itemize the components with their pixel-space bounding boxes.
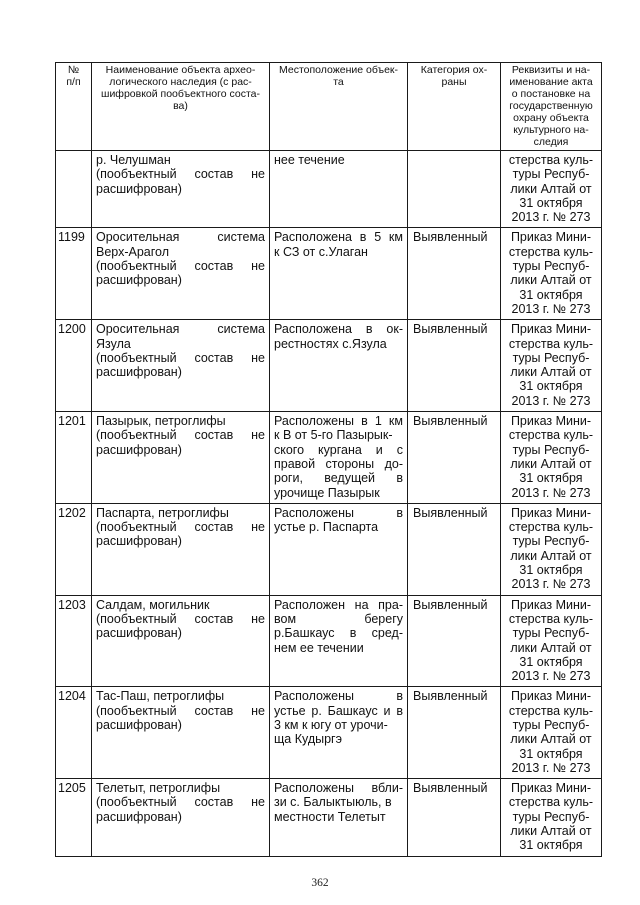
- cell-line: Оросительная система: [96, 322, 265, 337]
- cell-line: (пообъектный состав не: [96, 167, 265, 182]
- cell-line: зи с. Балыктыюль, в: [274, 795, 392, 810]
- cell-line: 31 октября: [519, 654, 583, 669]
- object-name: [92, 687, 270, 779]
- cell-line: Язула: [96, 336, 131, 351]
- cell-line: лики Алтай от: [510, 824, 592, 839]
- header-location: [270, 63, 408, 151]
- table-row: [56, 151, 602, 228]
- header-line: именование акта: [509, 76, 593, 88]
- object-name: [92, 228, 270, 320]
- cell-line: ского кургана и с: [274, 442, 403, 457]
- object-location: [270, 687, 408, 779]
- row-number: 1202: [56, 503, 92, 595]
- object-name: [92, 779, 270, 856]
- table-body: [56, 151, 602, 857]
- cell-line: 31 октября: [519, 287, 583, 302]
- cell-line: стерства куль-: [508, 520, 594, 535]
- cell-line: туры Респуб-: [512, 717, 590, 732]
- object-location: [270, 320, 408, 412]
- table-row: [56, 595, 602, 687]
- table-header-row: [56, 63, 602, 151]
- cell-line: 31 октября: [519, 838, 583, 853]
- header-line: шифровкой пообъектного соста-: [101, 88, 260, 100]
- cell-line: Расположена в 5 км: [274, 230, 403, 245]
- cell-line: (пообъектный состав не: [96, 795, 265, 810]
- cell-line: Пазырык, петроглифы: [96, 414, 226, 429]
- protection-category: Выявленный: [408, 228, 501, 320]
- cell-line: расшифрован): [96, 809, 182, 824]
- cell-line: 2013 г. № 273: [511, 577, 591, 592]
- object-name: [92, 595, 270, 687]
- cell-line: (пообъектный состав не: [96, 259, 265, 274]
- object-name: [92, 320, 270, 412]
- cell-line: расшифрован): [96, 273, 182, 288]
- act-requisites: [501, 412, 602, 504]
- cell-line: туры Респуб-: [512, 442, 590, 457]
- header-line: та: [333, 76, 344, 88]
- cell-line: расшифрован): [96, 181, 182, 196]
- cell-line: (пообъектный состав не: [96, 520, 265, 535]
- header-line: Наименование объекта архео-: [105, 64, 256, 76]
- header-line: культурного на-: [513, 124, 589, 136]
- cell-line: 2013 г. № 273: [511, 760, 591, 775]
- header-line: ва): [173, 100, 188, 112]
- cell-line: р. Челушман: [96, 153, 171, 167]
- cell-line: 31 октября: [519, 379, 583, 394]
- cell-line: Оросительная система: [96, 230, 265, 245]
- row-number: [56, 151, 92, 228]
- header-line: логического наследия (с рас-: [109, 76, 252, 88]
- row-number: 1199: [56, 228, 92, 320]
- cell-line: к В от 5-го Пазырык-: [274, 428, 393, 443]
- cell-line: 2013 г. № 273: [511, 301, 591, 316]
- cell-line: 2013 г. № 273: [511, 393, 591, 408]
- cell-line: стерства куль-: [508, 703, 594, 718]
- cell-line: стерства куль-: [508, 428, 594, 443]
- cell-line: (пообъектный состав не: [96, 428, 265, 443]
- cell-line: Приказ Мини-: [510, 781, 592, 796]
- heritage-table: [55, 62, 602, 857]
- cell-line: ща Кудыргэ: [274, 732, 342, 747]
- table-row: [56, 320, 602, 412]
- protection-category: Выявленный: [408, 595, 501, 687]
- act-requisites: [501, 503, 602, 595]
- cell-line: лики Алтай от: [510, 365, 592, 380]
- cell-line: туры Респуб-: [512, 259, 590, 274]
- cell-line: Расположены в: [274, 505, 403, 520]
- cell-line: Приказ Мини-: [510, 230, 592, 245]
- row-number: 1204: [56, 687, 92, 779]
- cell-line: 31 октября: [519, 195, 583, 210]
- object-location: [270, 228, 408, 320]
- cell-line: лики Алтай от: [510, 181, 592, 196]
- cell-line: Приказ Мини-: [510, 597, 592, 612]
- act-requisites: [501, 779, 602, 856]
- cell-line: расшифрован): [96, 534, 182, 549]
- protection-category: Выявленный: [408, 687, 501, 779]
- header-line: Местоположение объек-: [278, 64, 399, 76]
- act-requisites: [501, 595, 602, 687]
- table-row: [56, 228, 602, 320]
- row-number: 1201: [56, 412, 92, 504]
- cell-line: 31 октября: [519, 563, 583, 578]
- heritage-table-sheet: [55, 62, 601, 857]
- cell-line: роги, ведущей в: [274, 471, 403, 486]
- cell-line: лики Алтай от: [510, 456, 592, 471]
- cell-line: вом берегу: [274, 611, 403, 626]
- cell-line: нем ее течении: [274, 640, 364, 655]
- cell-line: лики Алтай от: [510, 548, 592, 563]
- table-row: [56, 779, 602, 856]
- cell-line: 2013 г. № 273: [511, 485, 591, 500]
- cell-line: туры Респуб-: [512, 350, 590, 365]
- header-number: [56, 63, 92, 151]
- cell-line: лики Алтай от: [510, 273, 592, 288]
- protection-category: Выявленный: [408, 503, 501, 595]
- header-line: охрану объекта: [513, 112, 589, 124]
- row-number: 1200: [56, 320, 92, 412]
- object-location: [270, 503, 408, 595]
- cell-line: 3 км к югу от урочи-: [274, 717, 388, 732]
- header-line: о постановке на: [511, 88, 591, 100]
- cell-line: 2013 г. № 273: [511, 669, 591, 684]
- cell-line: стерства куль-: [508, 336, 594, 351]
- row-number: 1203: [56, 595, 92, 687]
- act-requisites: [501, 151, 602, 228]
- cell-line: расшифрован): [96, 717, 182, 732]
- object-location: [270, 151, 408, 228]
- cell-line: рестностях с.Язула: [274, 336, 387, 351]
- cell-line: Верх-Арагол: [96, 244, 170, 259]
- cell-line: р.Башкаус в сред-: [274, 626, 403, 641]
- page-number: 362: [311, 877, 329, 889]
- cell-line: к СЗ от с.Улаган: [274, 244, 368, 259]
- header-line: государственную: [509, 100, 593, 112]
- cell-line: стерства куль-: [508, 244, 594, 259]
- cell-line: урочище Пазырык: [274, 485, 380, 500]
- cell-line: Приказ Мини-: [510, 322, 592, 337]
- header-line: Категория ох-: [420, 64, 488, 76]
- cell-line: стерства куль-: [508, 153, 594, 167]
- cell-line: устье р. Башкаус и в: [274, 703, 403, 718]
- cell-line: (пообъектный состав не: [96, 703, 265, 718]
- cell-line: Расположен на пра-: [274, 597, 403, 612]
- header-act-requisites: [501, 63, 602, 151]
- cell-line: расшифрован): [96, 365, 182, 380]
- cell-line: Приказ Мини-: [510, 689, 592, 704]
- cell-line: Приказ Мини-: [510, 505, 592, 520]
- protection-category: [408, 151, 501, 228]
- header-line: №: [67, 64, 80, 76]
- cell-line: Расположена в ок-: [274, 322, 403, 337]
- cell-line: Расположены в: [274, 689, 403, 704]
- object-location: [270, 595, 408, 687]
- act-requisites: [501, 228, 602, 320]
- act-requisites: [501, 687, 602, 779]
- object-location: [270, 779, 408, 856]
- cell-line: правой стороны до-: [274, 456, 403, 471]
- cell-line: местности Телетыт: [274, 809, 386, 824]
- object-name: [92, 503, 270, 595]
- object-name: [92, 151, 270, 228]
- cell-line: туры Респуб-: [512, 534, 590, 549]
- cell-line: стерства куль-: [508, 795, 594, 810]
- cell-line: стерства куль-: [508, 611, 594, 626]
- header-line: раны: [441, 76, 467, 88]
- cell-line: расшифрован): [96, 626, 182, 641]
- object-location: [270, 412, 408, 504]
- cell-line: Паспарта, петроглифы: [96, 505, 229, 520]
- cell-line: 2013 г. № 273: [511, 210, 591, 225]
- cell-line: расшифрован): [96, 442, 182, 457]
- cell-line: (пообъектный состав не: [96, 350, 265, 365]
- act-requisites: [501, 320, 602, 412]
- protection-category: Выявленный: [408, 320, 501, 412]
- protection-category: Выявленный: [408, 779, 501, 856]
- cell-line: (пообъектный состав не: [96, 611, 265, 626]
- cell-line: 31 октября: [519, 471, 583, 486]
- table-row: [56, 503, 602, 595]
- cell-line: туры Респуб-: [512, 167, 590, 182]
- table-row: [56, 687, 602, 779]
- cell-line: Расположены вбли-: [274, 781, 403, 796]
- cell-line: лики Алтай от: [510, 732, 592, 747]
- protection-category: Выявленный: [408, 412, 501, 504]
- header-object-name: [92, 63, 270, 151]
- cell-line: туры Респуб-: [512, 809, 590, 824]
- header-line: п/п: [66, 76, 81, 88]
- cell-line: нее течение: [274, 153, 345, 167]
- cell-line: лики Алтай от: [510, 640, 592, 655]
- header-protection-category: [408, 63, 501, 151]
- cell-line: Тас-Паш, петроглифы: [96, 689, 225, 704]
- row-number: 1205: [56, 779, 92, 856]
- object-name: [92, 412, 270, 504]
- header-line: Реквизиты и на-: [511, 64, 591, 76]
- table-row: [56, 412, 602, 504]
- cell-line: Салдам, могильник: [96, 597, 210, 612]
- cell-line: устье р. Паспарта: [274, 520, 379, 535]
- cell-line: Расположены в 1 км: [274, 414, 403, 429]
- cell-line: туры Респуб-: [512, 626, 590, 641]
- cell-line: 31 октября: [519, 746, 583, 761]
- header-line: следия: [533, 136, 569, 148]
- cell-line: Телетыт, петроглифы: [96, 781, 221, 796]
- cell-line: Приказ Мини-: [510, 414, 592, 429]
